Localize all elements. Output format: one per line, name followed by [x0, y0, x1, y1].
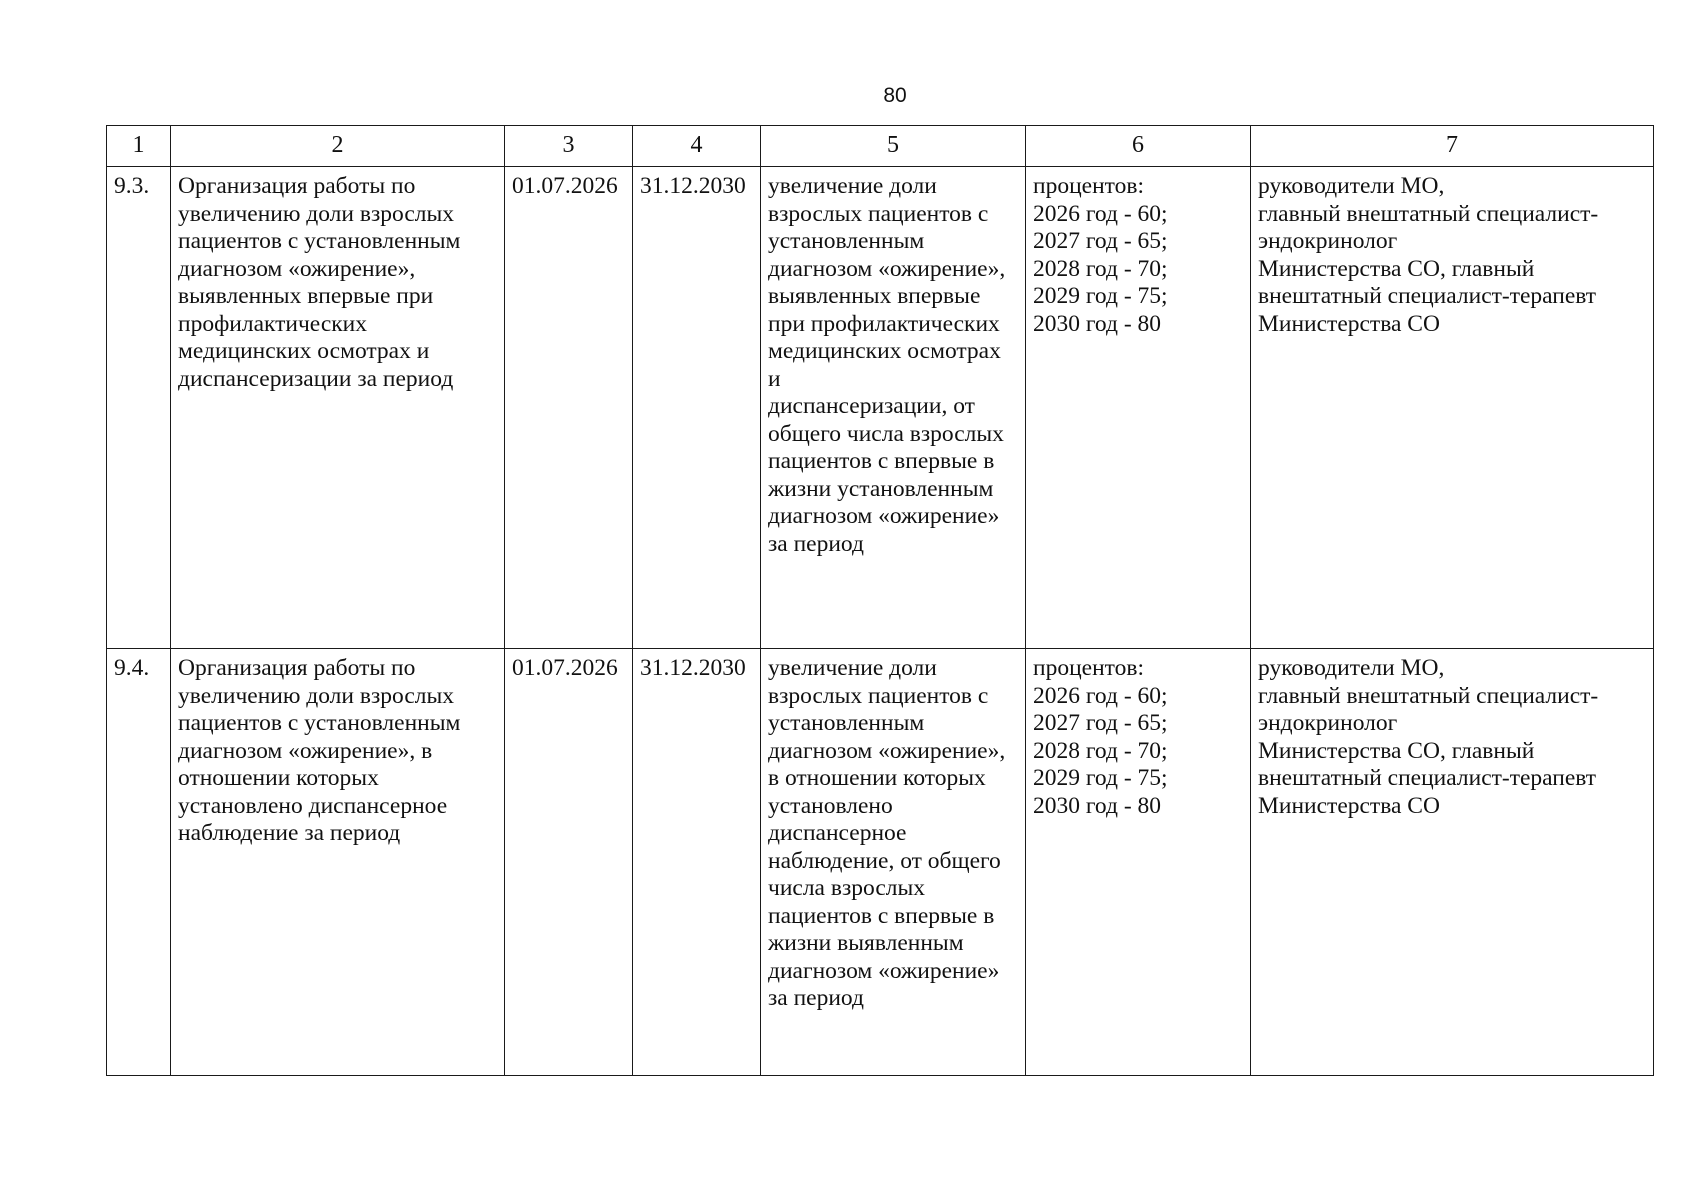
row-number-text: 9.3. [114, 173, 150, 199]
column-header-4: 4 [633, 126, 761, 167]
indicator-text: увеличение доли взрослых пациентов с установленным диагнозом «ожирение», в отношении которых установлено диспансерное наблюдение, от общего числа взрослых пациентов с впервые в жизни выявленным диагнозом «ожирение» за период [768, 655, 1006, 1011]
responsible [1251, 649, 1654, 1076]
measure-name [171, 649, 505, 1076]
measure-name-text: Организация работы по увеличению доли взрослых пациентов с установленным диагнозом «ожирение», в отношении которых установлено диспансерное наблюдение за период [178, 655, 461, 846]
column-header-3: 3 [505, 126, 633, 167]
start-date [505, 167, 633, 649]
page-number: 80 [883, 84, 907, 107]
column-header-6: 6 [1026, 126, 1251, 167]
end-date [633, 167, 761, 649]
target-values-text: процентов: 2026 год - 60; 2027 год - 65; 2028 год - 70; 2029 год - 75; 2030 год - 80 [1033, 655, 1168, 819]
end-date-text: 31.12.2030 [640, 655, 746, 681]
measure-name-text: Организация работы по увеличению доли взрослых пациентов с установленным диагнозом «ожирение», выявленных впервые при профилактических медицинских осмотрах и диспансеризации за период [178, 173, 461, 392]
column-header-2: 2 [171, 126, 505, 167]
responsible-text: руководители МО, главный внештатный специалист- эндокринолог Министерства СО, главный внештатный специалист-терапевт Министерства СО [1258, 173, 1599, 337]
responsible [1251, 167, 1654, 649]
table-row [107, 649, 1654, 1076]
end-date-text: 31.12.2030 [640, 173, 746, 199]
measures-table [106, 125, 1654, 1076]
column-header-1: 1 [107, 126, 171, 167]
indicator [761, 649, 1026, 1076]
column-header-5: 5 [761, 126, 1026, 167]
start-date [505, 649, 633, 1076]
row-number [107, 167, 171, 649]
start-date-text: 01.07.2026 [512, 173, 618, 199]
row-number-text: 9.4. [114, 655, 150, 681]
indicator-text: увеличение доли взрослых пациентов с установленным диагнозом «ожирение», выявленных впервые при профилактических медицинских осмотрах и диспансеризации, от общего числа взрослых пациентов с впервые в жизни установленным диагнозом «ожирение» за период [768, 173, 1006, 557]
target-values [1026, 649, 1251, 1076]
indicator [761, 167, 1026, 649]
column-header-7: 7 [1251, 126, 1654, 167]
responsible-text: руководители МО, главный внештатный специалист- эндокринолог Министерства СО, главный внештатный специалист-терапевт Министерства СО [1258, 655, 1599, 819]
start-date-text: 01.07.2026 [512, 655, 618, 681]
target-values [1026, 167, 1251, 649]
row-number [107, 649, 171, 1076]
table-row [107, 167, 1654, 649]
target-values-text: процентов: 2026 год - 60; 2027 год - 65; 2028 год - 70; 2029 год - 75; 2030 год - 80 [1033, 173, 1168, 337]
end-date [633, 649, 761, 1076]
table-header-row [107, 126, 1654, 167]
measure-name [171, 167, 505, 649]
